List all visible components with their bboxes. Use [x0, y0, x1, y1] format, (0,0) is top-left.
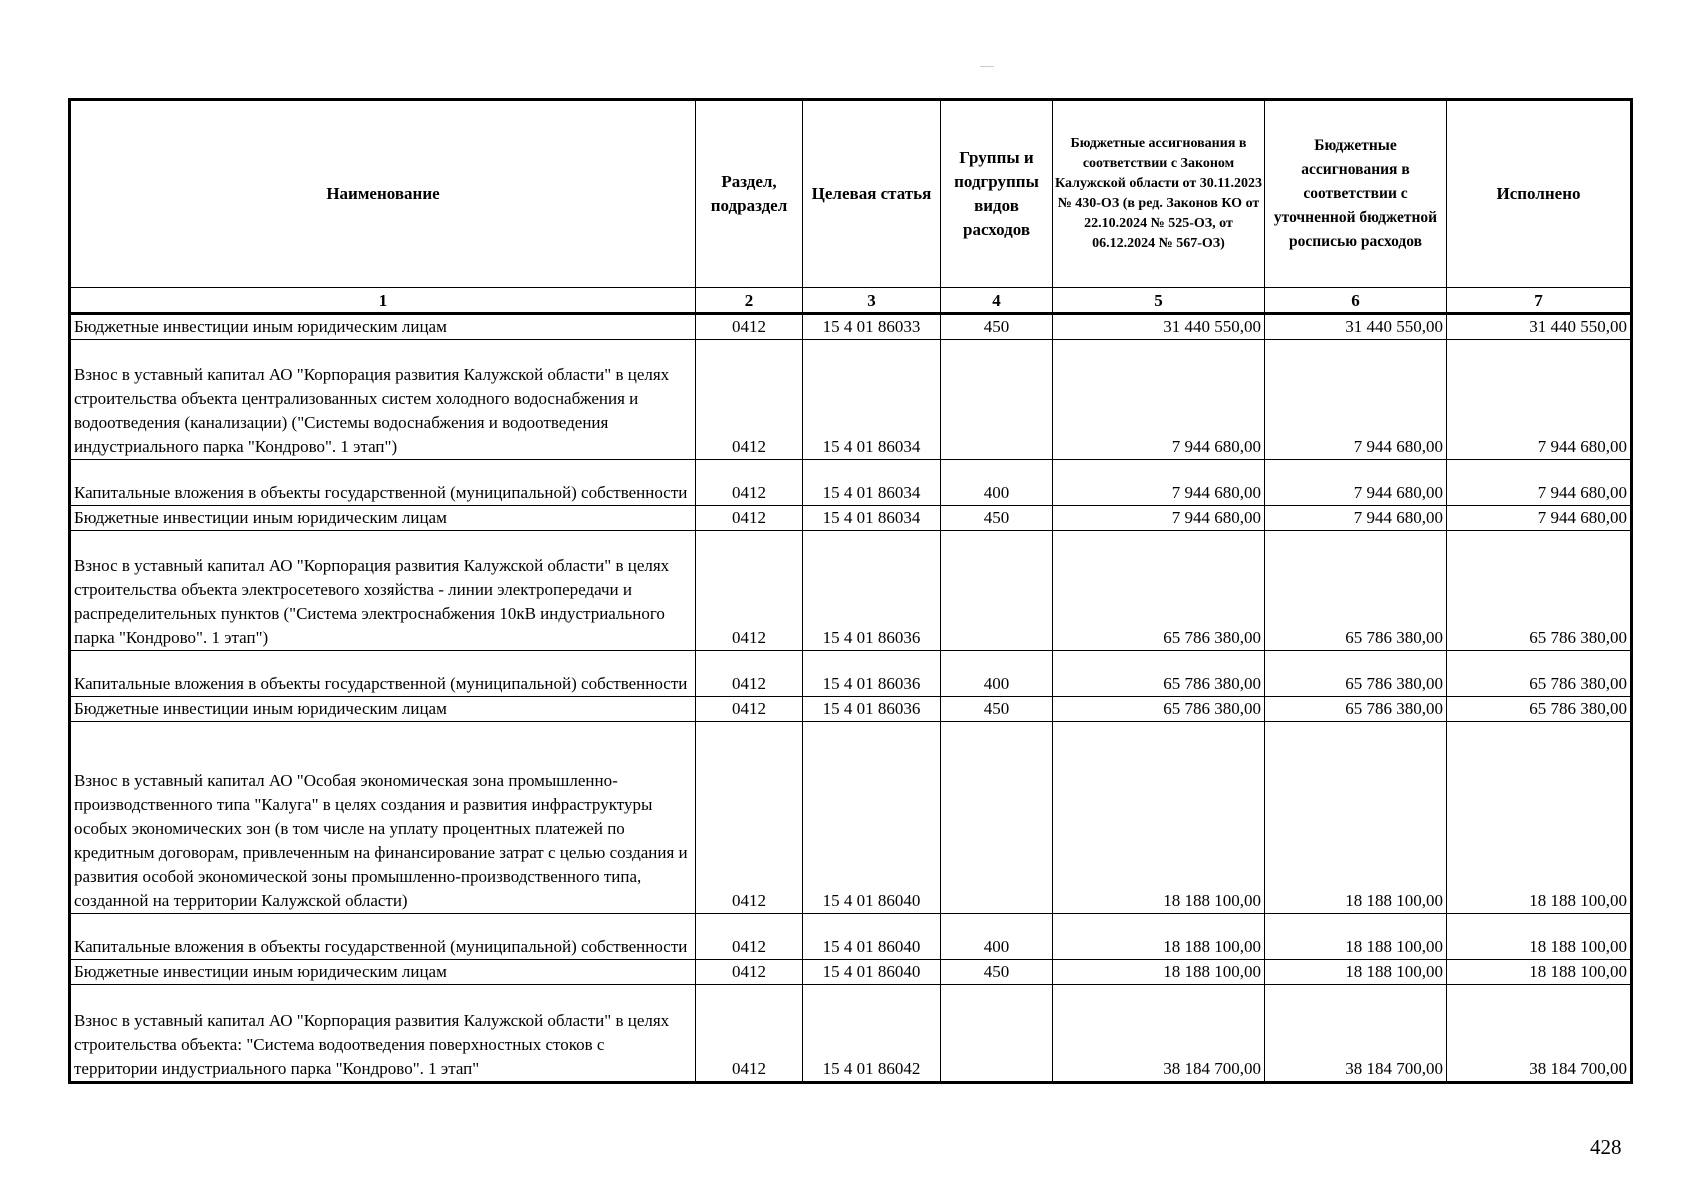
- column-number: 5: [1053, 288, 1265, 314]
- row-name: Капитальные вложения в объекты государственной (муниципальной) собственности: [70, 914, 696, 960]
- row-target: 15 4 01 86034: [803, 340, 941, 460]
- column-number: 7: [1447, 288, 1632, 314]
- row-name: Взнос в уставный капитал АО "Корпорация развития Калужской области" в целях строительства объекта централизованных систем холодного водоснабжения и водоотведения (канализации) ("Системы водоснабжения и водоотведения индустриального парка "Кондрово". 1 этап"): [70, 340, 696, 460]
- row-law-amount: 7 944 680,00: [1053, 506, 1265, 531]
- row-section: 0412: [696, 914, 803, 960]
- table-row: [70, 531, 1632, 651]
- row-group: [941, 340, 1053, 460]
- row-name: Взнос в уставный капитал АО "Особая экономическая зона промышленно-производственного типа "Калуга" в целях создания и развития инфраструктуры особых экономических зон (в том числе на уплату процентных платежей по кредитным договорам, привлеченным на финансирование затрат с целью создания и развития особой экономической зоны промышленно-производственного типа, созданной на территории Калужской области): [70, 722, 696, 914]
- column-number: 3: [803, 288, 941, 314]
- row-section: 0412: [696, 506, 803, 531]
- page-number: 428: [1590, 1135, 1622, 1159]
- table-row: [70, 314, 1632, 340]
- row-law-amount: 18 188 100,00: [1053, 914, 1265, 960]
- row-executed-amount: 65 786 380,00: [1447, 531, 1632, 651]
- row-group: [941, 985, 1053, 1083]
- row-section: 0412: [696, 460, 803, 506]
- row-group: 450: [941, 960, 1053, 985]
- row-group: [941, 531, 1053, 651]
- row-group: 450: [941, 697, 1053, 722]
- column-number: 6: [1265, 288, 1447, 314]
- row-name: Бюджетные инвестиции иным юридическим лицам: [70, 314, 696, 340]
- row-name: Капитальные вложения в объекты государственной (муниципальной) собственности: [70, 651, 696, 697]
- table-row: [70, 914, 1632, 960]
- row-refined-amount: 7 944 680,00: [1265, 340, 1447, 460]
- row-target: 15 4 01 86040: [803, 722, 941, 914]
- row-group: 400: [941, 460, 1053, 506]
- table-row: [70, 651, 1632, 697]
- row-section: 0412: [696, 340, 803, 460]
- row-target: 15 4 01 86040: [803, 914, 941, 960]
- row-executed-amount: 65 786 380,00: [1447, 651, 1632, 697]
- row-law-amount: 7 944 680,00: [1053, 340, 1265, 460]
- scan-artifact: [980, 66, 994, 67]
- row-executed-amount: 7 944 680,00: [1447, 460, 1632, 506]
- row-executed-amount: 38 184 700,00: [1447, 985, 1632, 1083]
- table-row: [70, 985, 1632, 1083]
- row-law-amount: 38 184 700,00: [1053, 985, 1265, 1083]
- row-executed-amount: 18 188 100,00: [1447, 722, 1632, 914]
- row-section: 0412: [696, 722, 803, 914]
- row-section: 0412: [696, 985, 803, 1083]
- row-refined-amount: 65 786 380,00: [1265, 697, 1447, 722]
- header-row: [70, 100, 1632, 288]
- row-target: 15 4 01 86036: [803, 697, 941, 722]
- row-target: 15 4 01 86040: [803, 960, 941, 985]
- row-target: 15 4 01 86042: [803, 985, 941, 1083]
- table-row: [70, 960, 1632, 985]
- row-target: 15 4 01 86036: [803, 651, 941, 697]
- table-row: [70, 506, 1632, 531]
- column-number: 1: [70, 288, 696, 314]
- header-section: Раздел, подраздел: [696, 100, 803, 288]
- header-executed: Исполнено: [1447, 100, 1632, 288]
- header-name: Наименование: [70, 100, 696, 288]
- row-refined-amount: 18 188 100,00: [1265, 722, 1447, 914]
- row-refined-amount: 18 188 100,00: [1265, 914, 1447, 960]
- row-section: 0412: [696, 314, 803, 340]
- table-row: [70, 460, 1632, 506]
- row-refined-amount: 18 188 100,00: [1265, 960, 1447, 985]
- row-section: 0412: [696, 697, 803, 722]
- row-target: 15 4 01 86034: [803, 506, 941, 531]
- row-group: 400: [941, 651, 1053, 697]
- header-target: Целевая статья: [803, 100, 941, 288]
- row-law-amount: 18 188 100,00: [1053, 722, 1265, 914]
- table-row: [70, 697, 1632, 722]
- row-executed-amount: 7 944 680,00: [1447, 340, 1632, 460]
- row-section: 0412: [696, 960, 803, 985]
- header-law-appropriations: Бюджетные ассигнования в соответствии с Законом Калужской области от 30.11.2023 № 430-ОЗ (в ред. Законов КО от 22.10.2024 № 525-ОЗ, от 06.12.2024 № 567-ОЗ): [1053, 100, 1265, 288]
- column-number: 4: [941, 288, 1053, 314]
- row-group: 400: [941, 914, 1053, 960]
- column-number: 2: [696, 288, 803, 314]
- row-target: 15 4 01 86036: [803, 531, 941, 651]
- row-name: Бюджетные инвестиции иным юридическим лицам: [70, 506, 696, 531]
- row-name: Взнос в уставный капитал АО "Корпорация развития Калужской области" в целях строительства объекта: "Система водоотведения поверхностных стоков с территории индустриального парка "Кондрово". 1 этап": [70, 985, 696, 1083]
- row-section: 0412: [696, 531, 803, 651]
- row-group: 450: [941, 506, 1053, 531]
- row-law-amount: 65 786 380,00: [1053, 651, 1265, 697]
- header-refined-appropriations: Бюджетные ассигнования в соответствии с уточненной бюджетной росписью расходов: [1265, 100, 1447, 288]
- budget-table: [68, 98, 1633, 1084]
- row-executed-amount: 18 188 100,00: [1447, 960, 1632, 985]
- row-name: Бюджетные инвестиции иным юридическим лицам: [70, 960, 696, 985]
- row-refined-amount: 65 786 380,00: [1265, 651, 1447, 697]
- row-target: 15 4 01 86033: [803, 314, 941, 340]
- column-number-row: [70, 288, 1632, 314]
- row-name: Взнос в уставный капитал АО "Корпорация развития Калужской области" в целях строительства объекта электросетевого хозяйства - линии электропередачи и распределительных пунктов ("Система электроснабжения 10кВ индустриального парка "Кондрово". 1 этап"): [70, 531, 696, 651]
- row-executed-amount: 18 188 100,00: [1447, 914, 1632, 960]
- row-target: 15 4 01 86034: [803, 460, 941, 506]
- row-executed-amount: 7 944 680,00: [1447, 506, 1632, 531]
- header-groups: Группы и подгруппы видов расходов: [941, 100, 1053, 288]
- row-law-amount: 7 944 680,00: [1053, 460, 1265, 506]
- row-refined-amount: 38 184 700,00: [1265, 985, 1447, 1083]
- row-group: [941, 722, 1053, 914]
- row-law-amount: 31 440 550,00: [1053, 314, 1265, 340]
- row-executed-amount: 65 786 380,00: [1447, 697, 1632, 722]
- table-row: [70, 340, 1632, 460]
- row-law-amount: 18 188 100,00: [1053, 960, 1265, 985]
- row-law-amount: 65 786 380,00: [1053, 697, 1265, 722]
- table-row: [70, 722, 1632, 914]
- row-refined-amount: 65 786 380,00: [1265, 531, 1447, 651]
- row-section: 0412: [696, 651, 803, 697]
- row-name: Капитальные вложения в объекты государственной (муниципальной) собственности: [70, 460, 696, 506]
- row-refined-amount: 31 440 550,00: [1265, 314, 1447, 340]
- row-refined-amount: 7 944 680,00: [1265, 506, 1447, 531]
- row-law-amount: 65 786 380,00: [1053, 531, 1265, 651]
- row-executed-amount: 31 440 550,00: [1447, 314, 1632, 340]
- row-refined-amount: 7 944 680,00: [1265, 460, 1447, 506]
- row-group: 450: [941, 314, 1053, 340]
- row-name: Бюджетные инвестиции иным юридическим лицам: [70, 697, 696, 722]
